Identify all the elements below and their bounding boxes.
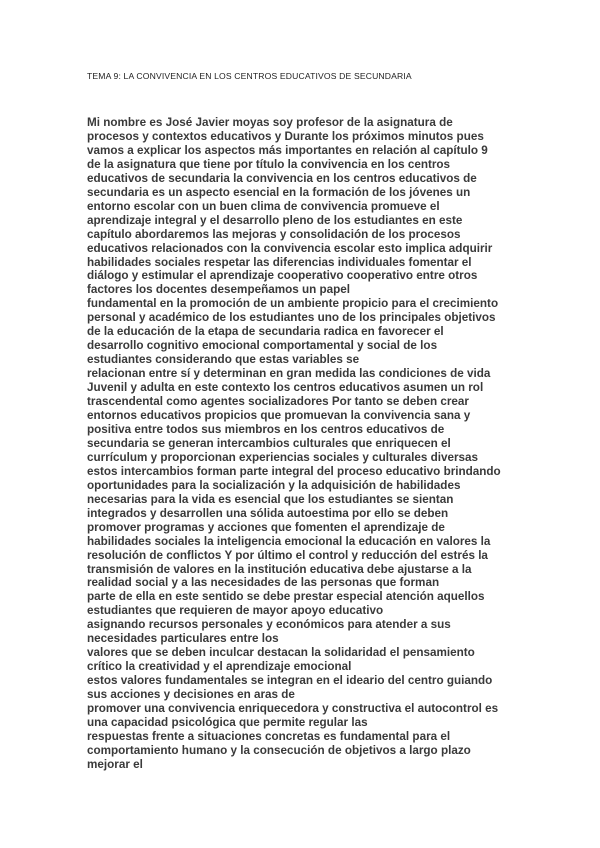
text-line: factores los docentes desempeñamos un papel	[87, 283, 351, 297]
text-line: estudiantes considerando que estas variables se	[87, 353, 360, 367]
text-line: desarrollo cognitivo emocional comportamental y social de los	[87, 339, 438, 353]
text-line: entornos educativos propicios que promuevan la convivencia sana y	[87, 409, 471, 423]
text-line: estos intercambios forman parte integral del proceso educativo brindando	[87, 464, 501, 478]
text-line: capítulo abordaremos las mejoras y consolidación de los procesos	[87, 227, 461, 241]
text-line: secundaria es un aspecto esencial en la formación de los jóvenes un	[87, 185, 471, 199]
text-line: respuestas frente a situaciones concretas es fundamental para el	[87, 729, 451, 743]
text-line: integrados y desarrollen una sólida autoestima por ello se deben	[87, 506, 449, 520]
text-line: sus acciones y decisiones en aras de	[87, 688, 295, 702]
text-line: estudiantes que requieren de mayor apoyo educativo	[87, 604, 384, 618]
document-title: TEMA 9: LA CONVIVENCIA EN LOS CENTROS EDUCATIVOS DE SECUNDARIA	[87, 71, 412, 81]
text-line: promover programas y acciones que fomenten el aprendizaje de	[87, 520, 445, 534]
text-line: necesarias para la vida es esencial que los estudiantes se sientan	[87, 492, 454, 506]
text-line: aprendizaje integral y el desarrollo pleno de los estudiantes en este	[87, 213, 463, 227]
text-line: estos valores fundamentales se integran en el ideario del centro guiando	[87, 674, 493, 688]
text-line: resolución de conflictos Y por último el control y reducción del estrés la	[87, 548, 488, 562]
text-line: transmisión de valores en la institución educativa debe ajustarse a la	[87, 562, 472, 576]
text-line: valores que se deben inculcar destacan la solidaridad el pensamiento	[87, 646, 475, 660]
text-line: educativos relacionados con la convivencia escolar esto implica adquirir	[87, 241, 493, 255]
text-line: Mi nombre es José Javier moyas soy profesor de la asignatura de	[87, 116, 453, 129]
text-line: trascendental como agentes socializadores Por tanto se deben crear	[87, 395, 469, 409]
text-line: oportunidades para la socialización y la adquisición de habilidades	[87, 478, 461, 492]
text-line: fundamental en la promoción de un ambiente propicio para el crecimiento	[87, 297, 499, 311]
text-line: de la asignatura que tiene por título la convivencia en los centros	[87, 157, 451, 171]
text-line: relacionan entre sí y determinan en gran medida las condiciones de vida	[87, 367, 491, 381]
text-line: habilidades sociales respetar las diferencias individuales fomentar el	[87, 255, 472, 269]
text-line: asignando recursos personales y económicos para atender a sus	[87, 618, 451, 632]
text-line: procesos y contextos educativos y Durante los próximos minutos pues	[87, 129, 484, 143]
text-line: Juvenil y adulta en este contexto los centros educativos asumen un rol	[87, 381, 484, 395]
transcript-body	[87, 116, 527, 772]
text-line: diálogo y estimular el aprendizaje cooperativo cooperativo entre otros	[87, 269, 478, 283]
text-line: secundaria se generan intercambios culturales que enriquecen el	[87, 436, 451, 450]
text-line: comportamiento humano y la consecución de objetivos a largo plazo	[87, 743, 471, 757]
text-line: currículum y proporcionan experiencias sociales y culturales diversas	[87, 450, 479, 464]
text-line: de la educación de la etapa de secundaria radica en favorecer el	[87, 325, 444, 339]
text-line: promover una convivencia enriquecedora y constructiva el autocontrol es	[87, 702, 499, 716]
text-line: necesidades particulares entre los	[87, 632, 279, 646]
text-line: habilidades sociales la inteligencia emocional la educación en valores la	[87, 534, 491, 548]
text-line: personal y académico de los estudiantes uno de los principales objetivos	[87, 311, 496, 325]
text-line: educativos de secundaria la convivencia en los centros educativos de	[87, 171, 477, 185]
text-line: mejorar el	[87, 757, 143, 771]
text-line: vamos a explicar los aspectos más importantes en relación al capítulo 9	[87, 143, 488, 157]
text-line: entorno escolar con un buen clima de convivencia promueve el	[87, 199, 440, 213]
text-line: crítico la creatividad y el aprendizaje emocional	[87, 660, 352, 674]
text-line: positiva entre todos sus miembros en los centros educativos de	[87, 422, 445, 436]
text-line: una capacidad psicológica que permite regular las	[87, 715, 368, 729]
text-line: parte de ella en este sentido se debe prestar especial atención aquellos	[87, 590, 485, 604]
text-line: realidad social y a las necesidades de las personas que forman	[87, 576, 440, 590]
